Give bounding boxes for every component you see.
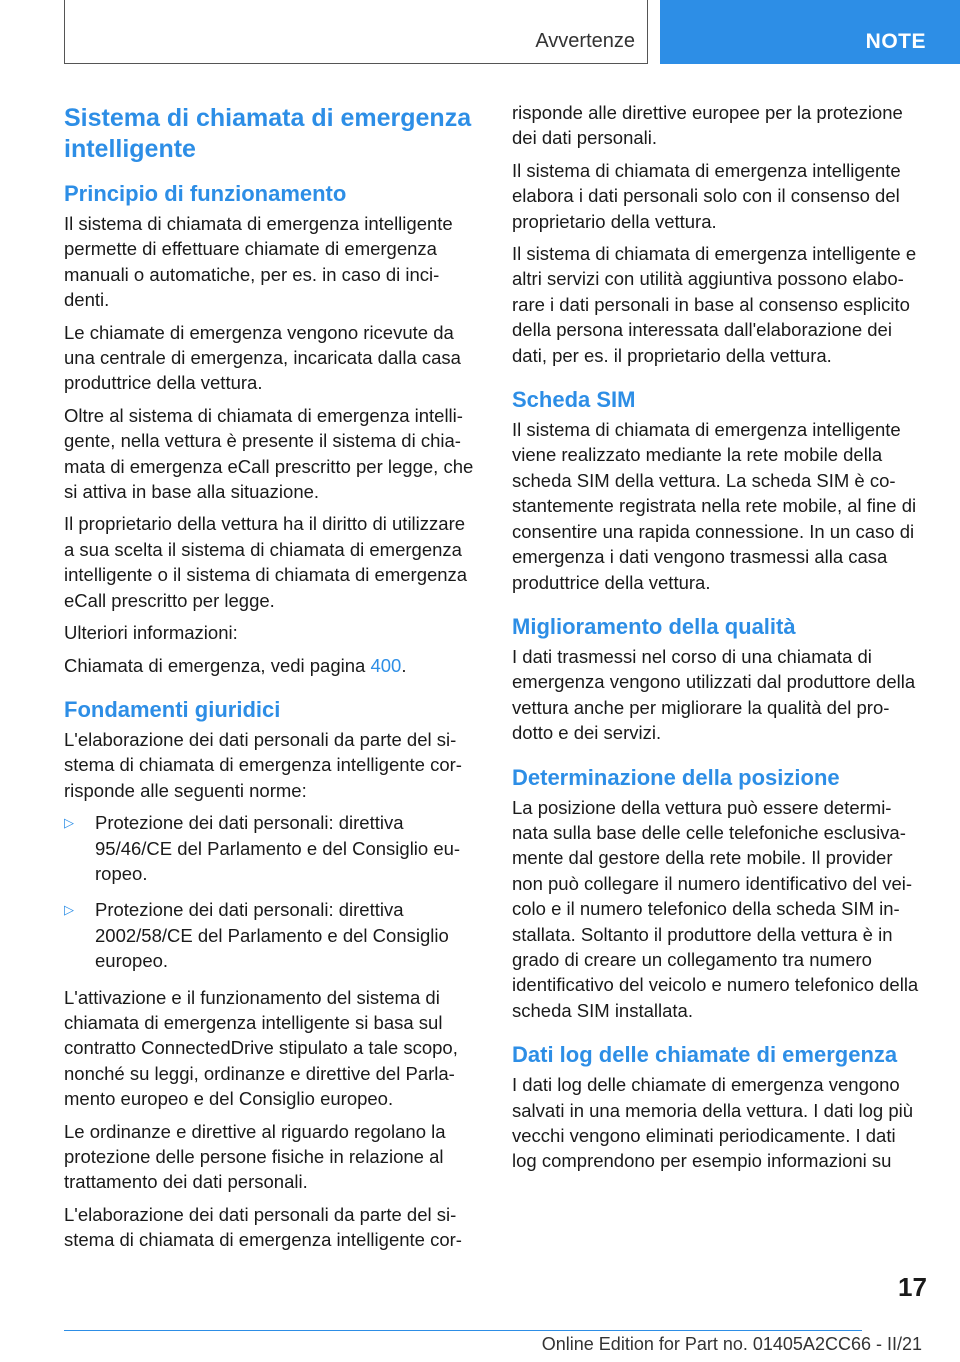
paragraph: Il sistema di chiamata di emergenza intelligente viene realizzato mediante la rete mobile della scheda SIM della vettura. La scheda SIM è co-stantemente registrata nella rete mobile, al fine di consentire una rapida connessione. In un caso di emergenza i dati vengono trasmessi alla casa produttrice della vettura. <box>512 419 917 593</box>
footer-edition: Online Edition for Part no. 01405A2CC66 - II/21 <box>541 1334 922 1354</box>
heading-principio: Principio di funzionamento <box>64 181 347 206</box>
paragraph: I dati trasmessi nel corso di una chiamata di emergenza vengono utilizzati dal produttore della vettura anche per migliorare la qualità del pro-dotto e dei servizi. <box>512 645 916 744</box>
heading-qualita: Miglioramento della qualità <box>512 613 796 639</box>
paragraph: Ulteriori informazioni: <box>64 622 238 644</box>
header-tab-label: NOTE <box>865 30 926 53</box>
paragraph: L'attivazione e il funzionamento del sistema di chiamata di emergenza intelligente si basa sul contratto ConnectedDrive stipulato a tale scopo, nonché su leggi, ordinanze e direttive del Parla-mento europeo e del Consiglio europeo. <box>64 986 458 1110</box>
heading-posizione: Determinazione della posizione <box>512 764 840 790</box>
paragraph-reference: Chiamata di emergenza, vedi pagina 400. <box>64 654 407 676</box>
paragraph: Le chiamate di emergenza vengono ricevute da una centrale di emergenza, incaricata dalla casa produttrice della vettura. <box>64 321 461 394</box>
page-number: 17 <box>898 1272 927 1302</box>
bullet-list <box>64 810 476 973</box>
header-tab-note[interactable] <box>660 0 960 64</box>
header-section-title: Avvertenze <box>535 30 635 52</box>
triangle-bullet-icon: ▷ <box>64 902 74 918</box>
paragraph: Il proprietario della vettura ha il diritto di utilizzare a sua scelta il sistema di chiamata di emergenza intelligente o il sistema di chiamata di emergenza eCall prescritto per legge. <box>64 513 468 611</box>
list-item: ▷ Protezione dei dati personali: direttiva 95/46/CE del Parlamento e del Consiglio eu-ropeo. <box>64 812 461 884</box>
page-title: Sistema di chiamata di emergenza intelligente <box>64 104 472 163</box>
footer-divider <box>64 1330 862 1331</box>
page-link-400[interactable]: 400 <box>370 654 402 676</box>
paragraph: Oltre al sistema di chiamata di emergenza intelli-gente, nella vettura è presente il sistema di chia-mata di emergenza eCall prescritto per legge, che si attiva in base alla situazione. <box>64 404 474 503</box>
right-column <box>512 100 924 1181</box>
left-column <box>64 100 476 1260</box>
header-bar <box>64 0 648 64</box>
heading-dati-log: Dati log delle chiamate di emergenza <box>512 1042 898 1068</box>
paragraph: risponde alle direttive europee per la protezione dei dati personali. <box>512 102 903 149</box>
paragraph: Il sistema di chiamata di emergenza intelligente elabora i dati personali solo con il consenso del proprietario della vettura. <box>512 159 901 232</box>
paragraph: L'elaborazione dei dati personali da parte del si-stema di chiamata di emergenza intelligente cor-risponde alle seguenti norme: <box>64 728 462 801</box>
triangle-bullet-icon: ▷ <box>64 815 74 831</box>
paragraph: Le ordinanze e direttive al riguardo regolano la protezione delle persone fisiche in relazione al trattamento dei dati personali. <box>64 1120 446 1193</box>
paragraph: I dati log delle chiamate di emergenza vengono salvati in una memoria della vettura. I dati log più vecchi vengono eliminati periodicamente. I dati log comprendono per esempio informazioni su <box>512 1074 914 1172</box>
paragraph: Il sistema di chiamata di emergenza intelligente e altri servizi con utilità aggiuntiva possono elabo-rare i dati personali in base al consenso esplicito della persona interessata dall'elaborazione dei dati, per es. il proprietario della vettura. <box>512 243 917 366</box>
paragraph: Il sistema di chiamata di emergenza intelligente permette di effettuare chiamate di emergenza manuali o automatiche, per es. in caso di inci-denti. <box>64 213 453 311</box>
heading-scheda-sim: Scheda SIM <box>512 387 636 413</box>
paragraph: L'elaborazione dei dati personali da parte del si-stema di chiamata di emergenza intelligente cor- <box>64 1203 462 1251</box>
paragraph: La posizione della vettura può essere determi-nata sulla base delle celle telefoniche esclusiva-mente dal gestore della rete mobile. Il provider non può collegare il numero identificativo del vei-colo e il numero telefonico della scheda SIM in-stallata. Soltanto il produttore della vettura è in grado di creare un collegamento tra numero identificativo del veicolo e numero telefonico della scheda SIM installata. <box>512 796 919 1021</box>
heading-fondamenti: Fondamenti giuridici <box>64 696 281 722</box>
list-item: ▷ Protezione dei dati personali: direttiva 2002/58/CE del Parlamento e del Consiglio europeo. <box>64 899 449 972</box>
